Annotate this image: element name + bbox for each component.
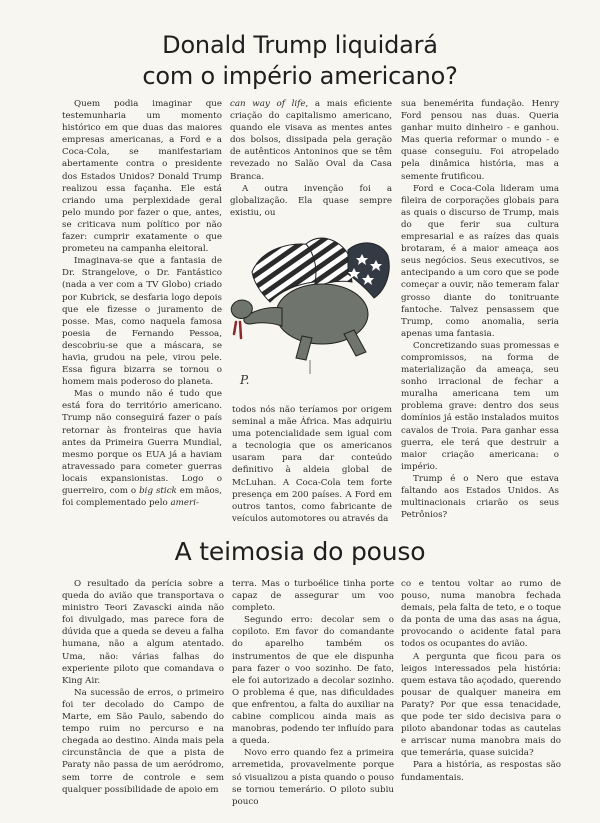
article1-column-2-top [230,98,392,219]
article2-column-3 [401,578,561,784]
paragraph: co e tentou voltar ao rumo de pouso, numa manobra fechada demais, pela falta de teto, e o toque da ponta de uma das asas na água, provocando o acidente fatal para todos os ocupantes do avião. [401,579,561,650]
article1-column-1 [62,98,222,509]
article1-column-2-bottom [232,404,392,525]
article1-headline-line1: Donald Trump liquidará [162,31,438,59]
paragraph: A pergunta que ficou para os leigos interessados pela história: quem estava tão açodado, querendo pousar de qualquer maneira em Paraty? Por que essa tenacidade, que pode ter sido decisiva para o piloto abandonar todas as cautelas e arriscar numa manobra mais do que temerária, quase suicida? [401,651,561,759]
dinosaur-head [231,300,252,318]
italic-term: big stick [139,486,177,496]
paragraph: sua benemérita fundação. Henry Ford pensou nas duas. Queria ganhar muito dinheiro - e ganhou. Mas queria reformar o mundo - e quase conseguiu. Foi atropelado pela dinâmica história, mas a semente frutificou. [401,99,559,182]
paragraph: Segundo erro: decolar sem o copiloto. Em favor do comandante do aparelho também os instrumentos de que ele dispunha para fazer o voo sozinho. De fato, ele foi autorizado a decolar sozinho. O problema é que, nas dificuldades que enfrentou, a falta do auxiliar na cabine complicou ainda mais as manobras, podendo ter influído para a queda. [232,615,394,747]
paragraph: Quem podia imaginar que testemunharia um momento histórico em que duas das maiores empresas americanas, a Ford e a Coca-Cola, se manifestariam abertamente contra o presidente dos Estados Unidos? Donald Trump realizou essa façanha. Ele está criando uma perplexidade geral pelo mundo por fazer o que, antes, se criticava num político por não fazer: cumprir exatamente o que prometeu na campanha eleitoral. [62,99,222,255]
paragraph: O resultado da perícia sobre a queda do avião que transportava o ministro Teori Zavascki ainda não foi divulgado, mas parece fora de dúvida que a queda se deveu a falha humana, não a algum atentado. Uma, não: várias falhas do experiente piloto que comandava o King Air. [62,579,224,686]
article2-column-2 [232,578,394,808]
article1-headline-line2: com o império americano? [142,62,458,90]
paragraph: Na sucessão de erros, o primeiro foi ter decolado do Campo de Marte, em São Paulo, sabendo do tempo ruim no percurso e na chegada ao destino. Ainda mais pela circunstância de que a pista de Paraty não passa de um aeródromo, sem torre de controle e sem qualquer possibilidade de apoio em [62,687,224,795]
paragraph: can way of life, a mais eficiente criação do capitalismo americano, quando ele visava as mentes antes dos bolsos, dissipada pela geração de autênticos Antoninos que se têm revezado no Salão Oval da Casa Branca. [230,99,393,182]
paragraph: terra. Mas o turboélice tinha porte capaz de assegurar um voo completo. [232,579,394,614]
paragraph: A outra invenção foi a globalização. Ela quase sempre existiu, ou [230,183,392,218]
dinosaur-leg-back [344,330,366,356]
paragraph: todos nós não teríamos por origem seminal a mãe África. Mas adquiriu uma potencialidade sem igual com a tecnologia que os americanos usaram para dar conteúdo definitivo à aldeia global de McLuhan. A Coca-Cola tem forte presença em 200 países. A Ford em outros tantos, como fabricante de veículos automotores ou através da [232,405,392,524]
paragraph: Imaginava-se que a fantasia de Dr. Strangelove, o Dr. Fantástico (nada a ver com a TV Globo) criado por Kubrick, se desfaria logo depois que ele fizesse o juramento de posse. Mas, como naquela famosa poesia de Fernando Pessoa, descobriu-se que a máscara, se havia, grudou na pele, virou pele. Essa figura bizarra se tornou o homem mais poderoso do planeta. [62,256,222,388]
paragraph: Ford e Coca-Cola lideram uma fileira de corporações globais para as quais o discurso de Trump, mais do que ferir sua cultura empresarial e as raízes das quais brotaram, é a maior ameaça aos seus negócios. Seus executivos, se antecipando a um coro que se pode começar a ouvir, não temeram falar grosso diante do tonitruante fantoche. Talvez pensassem que Trump, como anomalia, seria apenas uma fantasia. [401,183,559,339]
article2-headline: A teimosia do pouso [174,537,426,566]
article2-column-1 [62,578,224,796]
paragraph: Para a história, as respostas são fundamentais. [401,760,561,783]
blood-drips [234,322,241,338]
paragraph: Novo erro quando fez a primeira arremetida, provavelmente porque só visualizou a pista quando o pouso se tornou temerário. O piloto subiu pouco [232,748,394,807]
paragraph: Mas o mundo não é tudo que está fora do território americano. Trump não conseguirá fazer o país retornar às fronteiras que havia antes da Primeira Guerra Mundial, mesmo porque os EUA já a haviam atravessado para cometer guerras locais expansionistas. Logo o guerreiro, com o big stick em mãos, foi complementado pelo ameri- [62,389,222,509]
article1-column-3 [401,98,559,521]
article1-headline [0,30,600,92]
italic-term: can way of life [230,99,306,109]
italic-term: ameri- [170,498,199,509]
paragraph: Trump é o Nero que estava faltando aos Estados Unidos. As multinacionais criarão os seus Petrônios? [401,473,559,521]
paragraph: Concretizando suas promessas e compromissos, na forma de materialização da ameaça, seu sonho irracional de fechar a muralha americana tem um problema grave: dentro dos seus domínios já estão instalados muitos cavalos de Troia. Para ganhar essa guerra, ele terá que destruir a maior criação americana: o império. [401,340,559,472]
cartoon-signature: P. [240,373,250,387]
cartoon-illustration [222,210,400,394]
